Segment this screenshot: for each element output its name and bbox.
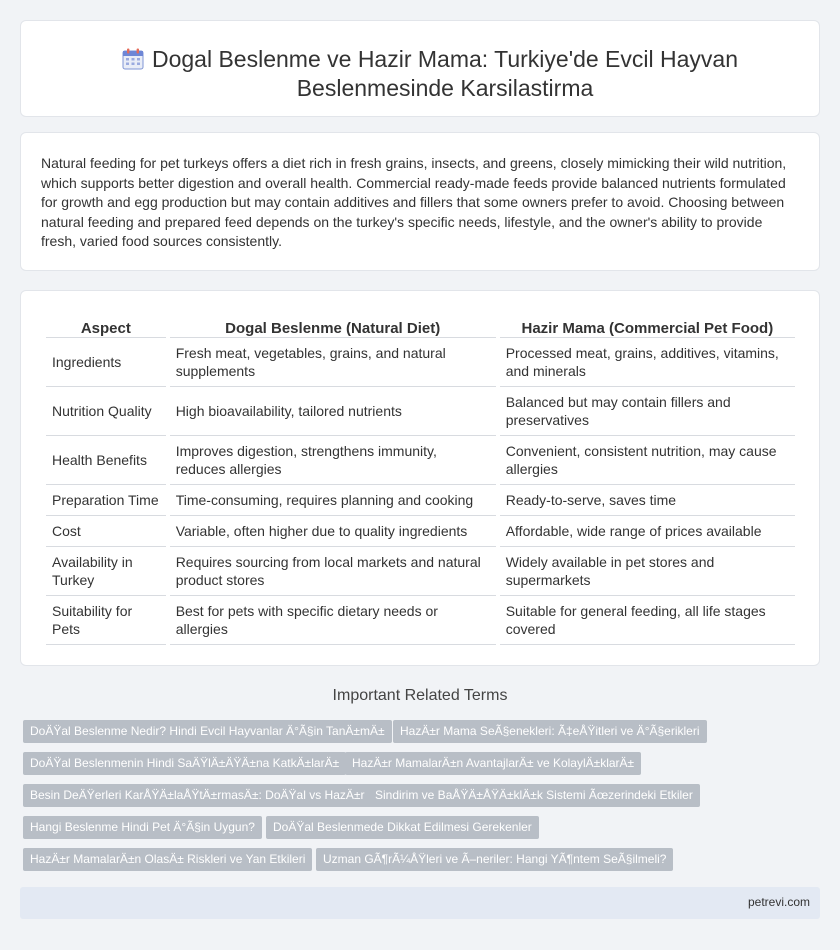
header-card (20, 20, 820, 117)
table-row (46, 596, 795, 645)
related-term-tag[interactable]: HazÄ±r MamalarÄ±n AvantajlarÄ± ve KolaylÄ±klarÄ± (345, 752, 641, 775)
table-cell: Requires sourcing from local markets and natural product stores (170, 547, 496, 596)
related-term-tag[interactable]: Besin DeÄŸerleri KarÅŸÄ±laÅŸtÄ±rmasÄ±: DoÄŸal vs HazÄ±r (23, 784, 371, 807)
table-cell-aspect: Preparation Time (46, 485, 166, 516)
intro-card (20, 132, 820, 271)
table-cell: Time-consuming, requires planning and cooking (170, 485, 496, 516)
table-cell: Best for pets with specific dietary needs or allergies (170, 596, 496, 645)
table-cell: Fresh meat, vegetables, grains, and natural supplements (170, 338, 496, 387)
table-cell: Widely available in pet stores and supermarkets (500, 547, 795, 596)
table-cell: High bioavailability, tailored nutrients (170, 387, 496, 436)
related-term-tag[interactable]: Sindirim ve BaÅŸÄ±ÅŸÄ±klÄ±k Sistemi Ãœzerindeki Etkiler (368, 784, 700, 807)
related-term-tag[interactable]: DoÄŸal Beslenmede Dikkat Edilmesi Gerekenler (266, 816, 539, 839)
related-term-tag[interactable]: Hangi Beslenme Hindi Pet Ä°Ã§in Uygun? (23, 816, 262, 839)
table-row (46, 516, 795, 547)
comparison-table (42, 316, 799, 645)
table-cell: Variable, often higher due to quality ingredients (170, 516, 496, 547)
table-cell-aspect: Suitability for Pets (46, 596, 166, 645)
table-cell: Ready-to-serve, saves time (500, 485, 795, 516)
table-cell: Convenient, consistent nutrition, may cause allergies (500, 436, 795, 485)
table-cell-aspect: Nutrition Quality (46, 387, 166, 436)
table-row (46, 547, 795, 596)
related-term-tag[interactable]: HazÄ±r MamalarÄ±n OlasÄ± Riskleri ve Yan Etkileri (23, 848, 312, 871)
related-term-tag[interactable]: HazÄ±r Mama SeÃ§enekleri: Ã‡eÅŸitleri ve Ä°Ã§erikleri (393, 720, 707, 743)
table-row (46, 338, 795, 387)
intro-text: Natural feeding for pet turkeys offers a diet rich in fresh grains, insects, and greens, closely mimicking their wild nutrition, which supports better digestion and overall health. Commercial ready-made feeds provide balanced nutrients formulated for growth and egg production but may contain additives and fillers that some owners prefer to avoid. Choosing between natural feeding and prepared feed depends on the turkey's specific needs, lifestyle, and the owner's ability to provide fresh, varied food sources consistently. (41, 155, 787, 250)
table-cell-aspect: Health Benefits (46, 436, 166, 485)
table-row (46, 436, 795, 485)
related-term-tag[interactable]: Uzman GÃ¶rÃ¼ÅŸleri ve Ã–neriler: Hangi YÃ¶ntem SeÃ§ilmeli? (316, 848, 673, 871)
footer-site-link[interactable]: petrevi.com (747, 895, 810, 909)
table-cell-aspect: Availability in Turkey (46, 547, 166, 596)
related-terms-heading: Important Related Terms (332, 687, 508, 704)
related-term-tag[interactable]: DoÄŸal Beslenmenin Hindi SaÄŸlÄ±ÄŸÄ±na KatkÄ±larÄ± (23, 752, 346, 775)
table-row (46, 387, 795, 436)
column-header-natural-diet: Dogal Beslenme (Natural Diet) (170, 316, 496, 338)
column-header-aspect: Aspect (46, 316, 166, 338)
table-cell: Processed meat, grains, additives, vitamins, and minerals (500, 338, 795, 387)
table-cell-aspect: Ingredients (46, 338, 166, 387)
page-title: Dogal Beslenme ve Hazir Mama: Turkiye'de Evcil Hayvan Beslenmesinde Karsilastirma (151, 46, 738, 101)
table-cell: Improves digestion, strengthens immunity, reduces allergies (170, 436, 496, 485)
footer-bar (20, 887, 820, 919)
table-row (46, 485, 795, 516)
table-cell: Balanced but may contain fillers and preservatives (500, 387, 795, 436)
related-term-tag[interactable]: DoÄŸal Beslenme Nedir? Hindi Evcil Hayvanlar Ä°Ã§in TanÄ±mÄ± (23, 720, 392, 743)
table-cell-aspect: Cost (46, 516, 166, 547)
table-cell: Affordable, wide range of prices available (500, 516, 795, 547)
column-header-commercial-food: Hazir Mama (Commercial Pet Food) (500, 316, 795, 338)
table-cell: Suitable for general feeding, all life stages covered (500, 596, 795, 645)
comparison-table-card (20, 290, 820, 666)
